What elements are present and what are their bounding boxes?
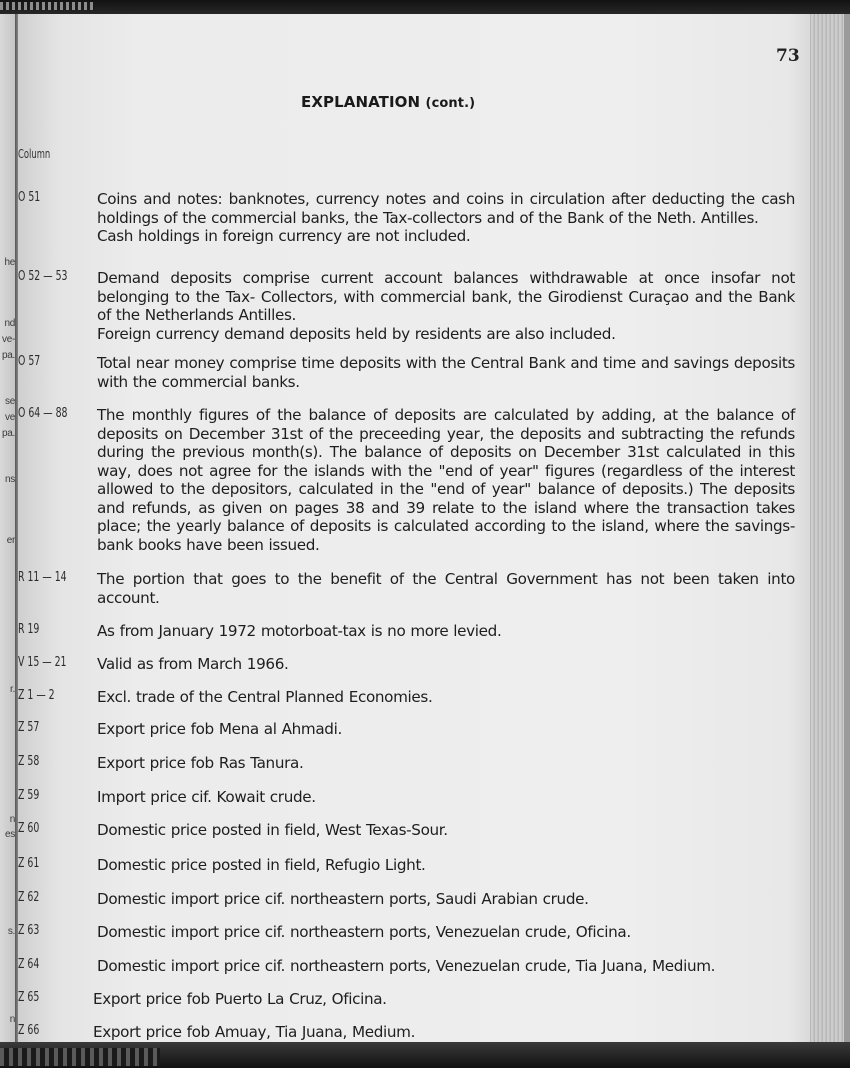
entry-text	[97, 890, 795, 909]
column-ref: Z 66	[18, 1023, 40, 1038]
entry-paragraph: Coins and notes: banknotes, currency notes and coins in circulation after deducting the cash holdings of the commercial banks, the Tax-collectors and of the Bank of the Neth. Antilles.	[97, 190, 795, 227]
entry-paragraph: The monthly figures of the balance of deposits are calculated by adding, at the balance of deposits on December 31st of the preceeding year, the deposits and subtracting the refunds during the previous month(s). The balance of deposits on December 31st calculated in this way, does not agree for the islands with the "end of year" figures (regardless of the interest allowed to the depositors, calculated in the "end of year" balance of deposits.) The deposits and refunds, as given on pages 38 and 39 relate to the island where the transaction takes place; the yearly balance of deposits is calculated according to the island, where the savings-bank books have been issued.	[97, 406, 795, 554]
column-ref: V 15 — 21	[18, 655, 67, 670]
prev-page-fragment: r.	[10, 684, 15, 695]
entry-paragraph: Export price fob Puerto La Cruz, Oficina.	[93, 990, 387, 1008]
column-ref: Z 57	[18, 720, 40, 735]
entry-text	[97, 720, 795, 739]
entry-text	[97, 821, 795, 840]
column-ref: O 51	[18, 190, 41, 205]
entry-text	[97, 354, 795, 391]
prev-page-fragment: n	[9, 1014, 15, 1025]
entry-paragraph: Domestic import price cif. northeastern ports, Venezuelan crude, Tia Juana, Medium.	[97, 957, 716, 975]
entry-paragraph: Cash holdings in foreign currency are not included.	[97, 227, 471, 245]
prev-page-fragment: s.	[7, 926, 15, 937]
column-ref: O 64 — 88	[18, 406, 68, 421]
entry-paragraph: The portion that goes to the benefit of the Central Government has not been taken into account.	[97, 570, 795, 607]
prev-page-fragment: es	[5, 829, 15, 840]
entry-text	[97, 406, 795, 554]
entry-paragraph: Valid as from March 1966.	[97, 655, 289, 673]
entry-paragraph: Foreign currency demand deposits held by residents are also included.	[97, 324, 616, 343]
entry-text	[97, 622, 795, 641]
binding-ticks	[0, 2, 95, 10]
prev-page-fragment: er	[6, 535, 15, 546]
prev-page-fragment: he	[4, 257, 15, 268]
entry-paragraph: Domestic import price cif. northeastern ports, Saudi Arabian crude.	[97, 890, 589, 908]
entry-paragraph: Import price cif. Kowait crude.	[97, 788, 316, 806]
entry-text	[97, 269, 795, 343]
prev-page-fragment: pa.	[1, 428, 15, 439]
binding-ticks	[0, 1048, 160, 1066]
page-title-suffix: (cont.)	[425, 96, 476, 111]
entry-text	[97, 754, 795, 773]
page-number: 73	[776, 46, 800, 66]
entry-text	[97, 570, 795, 607]
prev-page-fragment: ns	[5, 474, 15, 485]
entry-paragraph: Export price fob Ras Tanura.	[97, 754, 304, 772]
prev-page-fragment: n	[9, 814, 15, 825]
entry-paragraph: Total near money comprise time deposits with the Central Bank and time and savings deposits with the commercial banks.	[97, 354, 795, 391]
prev-page-fragment: ve-	[2, 334, 15, 345]
entry-paragraph: Demand deposits comprise current account balances withdrawable at once insofar not belonging to the Tax- Collectors, with commercial bank, the Girodienst Curaçao and the Bank of the Netherlands Antilles.	[97, 269, 795, 324]
column-ref: Z 1 — 2	[18, 688, 55, 703]
entry-paragraph: Domestic import price cif. northeastern ports, Venezuelan crude, Oficina.	[97, 923, 631, 941]
document-page	[18, 14, 812, 1044]
previous-page-edge	[0, 14, 16, 1044]
column-ref: Z 58	[18, 754, 40, 769]
prev-page-fragment: se	[5, 396, 15, 407]
column-ref: Z 64	[18, 957, 40, 972]
book-page-stack-edge	[810, 14, 850, 1044]
column-ref: Z 59	[18, 788, 40, 803]
scanner-bottom-edge	[0, 1042, 850, 1068]
entry-text	[97, 688, 795, 707]
entry-text	[97, 856, 795, 875]
entry-text	[97, 190, 795, 246]
prev-page-fragment: ve	[5, 412, 15, 423]
column-ref: Z 65	[18, 990, 40, 1005]
column-ref: R 19	[18, 622, 40, 637]
entry-text	[97, 923, 795, 942]
column-ref: R 11 — 14	[18, 570, 67, 585]
entry-paragraph: Domestic price posted in field, Refugio Light.	[97, 856, 426, 874]
column-ref: Z 62	[18, 890, 40, 905]
column-ref: O 52 — 53	[18, 269, 68, 284]
column-ref: Z 63	[18, 923, 40, 938]
prev-page-fragment: nd	[4, 318, 15, 329]
column-header: Column	[18, 147, 51, 161]
entry-text	[93, 1023, 791, 1042]
column-ref: Z 60	[18, 821, 40, 836]
entry-paragraph: Export price fob Mena al Ahmadi.	[97, 720, 342, 738]
entry-text	[97, 957, 795, 976]
entry-paragraph: Excl. trade of the Central Planned Economies.	[97, 688, 433, 706]
entry-paragraph: Export price fob Amuay, Tia Juana, Medium.	[93, 1023, 416, 1041]
prev-page-fragment: pa.	[1, 350, 15, 361]
column-ref: Z 61	[18, 856, 40, 871]
column-ref: O 57	[18, 354, 41, 369]
page-title	[301, 93, 475, 111]
entry-text	[97, 655, 795, 674]
page-title-text: EXPLANATION	[301, 93, 421, 111]
entry-paragraph: Domestic price posted in field, West Texas-Sour.	[97, 821, 448, 839]
entry-text	[93, 990, 791, 1009]
entry-paragraph: As from January 1972 motorboat-tax is no more levied.	[97, 622, 502, 640]
entry-text	[97, 788, 795, 807]
